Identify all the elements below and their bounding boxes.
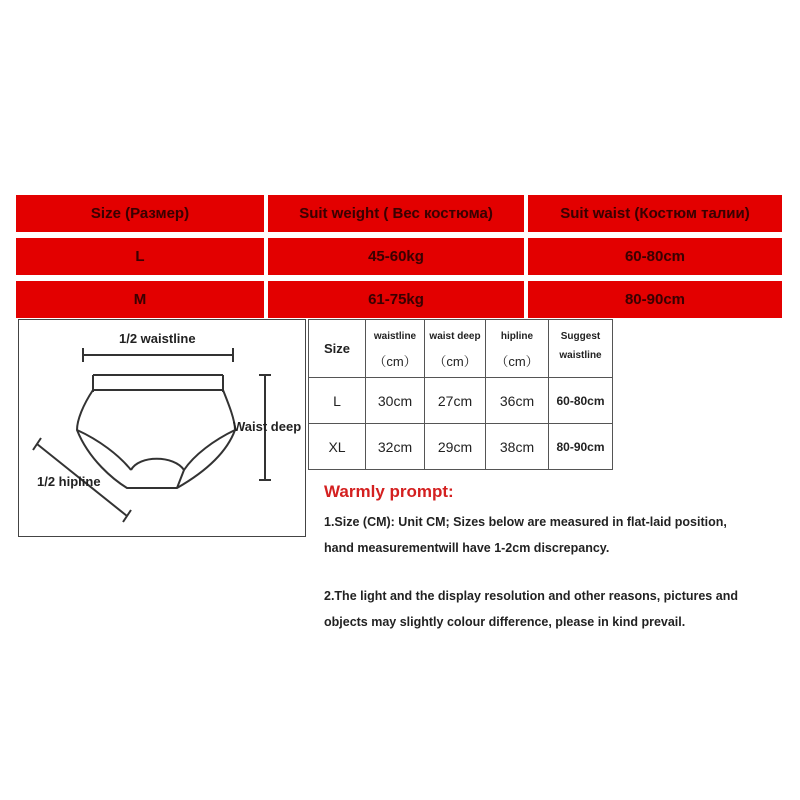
row-size: L [309,378,366,424]
cell-weight: 45-60kg [268,238,524,275]
table-row [309,424,613,470]
measurement-table [308,319,613,470]
hipline-label: 1/2 hipline [37,474,101,489]
row-waistline: 30cm [366,378,425,424]
cell-waist: 60-80cm [528,238,782,275]
size-table-row [16,281,782,318]
prompt-p1-line2: hand measurementwill have 1-2cm discrepancy. [324,541,610,555]
size-header: Size [309,320,366,378]
header-suit-weight: Suit weight ( Вес костюма) [268,195,524,232]
size-table [16,195,782,324]
row-waist-deep: 27cm [425,378,486,424]
waist-deep-header-label: waist deep [429,331,481,342]
size-table-row [16,238,782,275]
waist-deep-label: Waist deep [233,419,302,434]
hipline-header-label: hipline [500,331,534,342]
table-row [309,378,613,424]
row-waist-deep: 29cm [425,424,486,470]
waistline-header-label: waistline [373,331,417,342]
header-size: Size (Размер) [16,195,264,232]
measurement-header-row [309,320,613,378]
cell-weight: 61-75kg [268,281,524,318]
waistline-header [366,320,425,378]
measurement-diagram [18,319,306,537]
row-hipline: 36cm [486,378,549,424]
waist-deep-header [425,320,486,378]
suggest-label-2: waistline [559,350,602,361]
prompt-p1-line1: 1.Size (CM): Unit CM; Sizes below are measured in flat-laid position, [324,515,727,529]
header-suit-waist: Suit waist (Костюм талии) [528,195,782,232]
row-hipline: 38cm [486,424,549,470]
suggest-label: Suggest [560,331,601,342]
row-suggest: 80-90cm [549,424,613,470]
prompt-paragraph-1 [324,509,794,561]
prompt-paragraph-2 [324,583,794,635]
prompt-p2-line2: objects may slightly colour difference, please in kind prevail. [324,615,686,629]
suggest-header [549,320,613,378]
row-size: XL [309,424,366,470]
cell-size: L [16,238,264,275]
row-suggest: 60-80cm [549,378,613,424]
prompt-title: Warmly prompt: [324,482,454,501]
waistline-unit: （cm） [373,354,417,369]
waistline-label: 1/2 waistline [119,331,196,346]
prompt-p2-line1: 2.The light and the display resolution and other reasons, pictures and [324,589,738,603]
cell-waist: 80-90cm [528,281,782,318]
row-waistline: 32cm [366,424,425,470]
waist-deep-unit: （cm） [433,354,477,369]
cell-size: M [16,281,264,318]
hipline-header [486,320,549,378]
hipline-unit: （cm） [495,354,539,369]
size-table-header [16,195,782,232]
